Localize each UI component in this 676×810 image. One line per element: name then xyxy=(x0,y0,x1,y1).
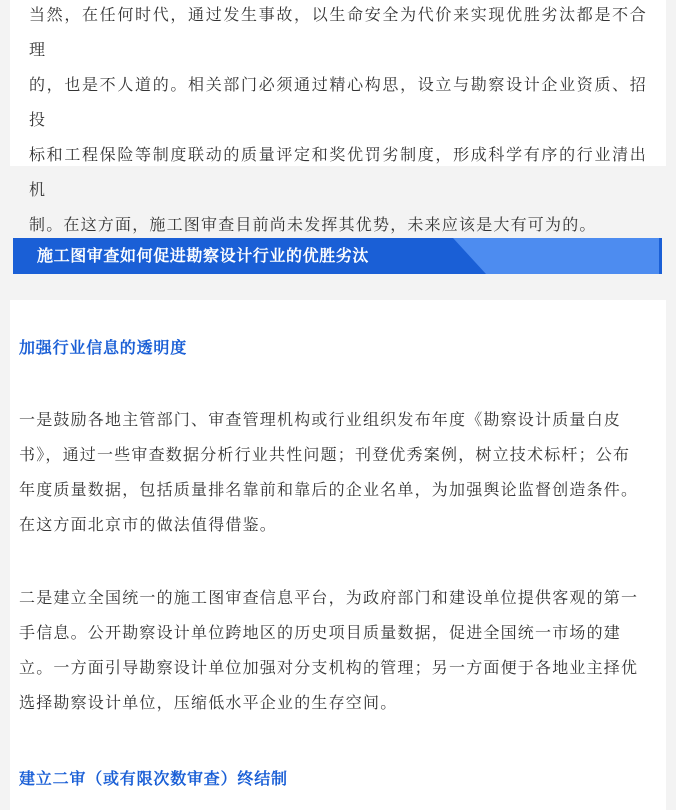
intro-paragraph xyxy=(29,0,647,242)
intro-card xyxy=(10,0,666,234)
section-title: 施工图审查如何促进勘察设计行业的优胜劣汰 xyxy=(37,246,370,265)
body-paragraph xyxy=(19,580,657,720)
text-line: 二是建立全国统一的施工图审查信息平台，为政府部门和建设单位提供客观的第一 xyxy=(19,588,639,607)
text-line: 在这方面北京市的做法值得借鉴。 xyxy=(19,515,278,534)
text-line: 书》，通过一些审查数据分析行业共性问题；刊登优秀案例，树立技术标杆；公布 xyxy=(19,445,631,464)
banner-accent-shape xyxy=(453,238,662,274)
section-banner xyxy=(13,238,662,274)
body-paragraph xyxy=(19,402,657,542)
subsection-heading: 建立二审（或有限次数审查）终结制 xyxy=(19,769,288,788)
text-line: 的，也是不人道的。相关部门必须通过精心构思，设立与勘察设计企业资质、招投 xyxy=(29,75,647,129)
text-line: 选择勘察设计单位，压缩低水平企业的生存空间。 xyxy=(19,693,398,712)
text-line: 立。一方面引导勘察设计单位加强对分支机构的管理；另一方面便于各地业主择优 xyxy=(19,658,639,677)
content-card xyxy=(10,300,666,810)
banner-edge xyxy=(659,238,662,274)
text-line: 制。在这方面，施工图审查目前尚未发挥其优势，未来应该是大有可为的。 xyxy=(29,215,597,234)
text-line: 手信息。公开勘察设计单位跨地区的历史项目质量数据，促进全国统一市场的建 xyxy=(19,623,622,642)
text-line: 当然，在任何时代，通过发生事故，以生命安全为代价来实现优胜劣汰都是不合理 xyxy=(29,5,647,59)
text-line: 标和工程保险等制度联动的质量评定和奖优罚劣制度，形成科学有序的行业清出机 xyxy=(29,145,647,199)
text-line: 一是鼓励各地主管部门、审查管理机构或行业组织发布年度《勘察设计质量白皮 xyxy=(19,410,622,429)
subsection-heading: 加强行业信息的透明度 xyxy=(19,338,188,357)
text-line: 年度质量数据，包括质量排名靠前和靠后的企业名单，为加强舆论监督创造条件。 xyxy=(19,480,639,499)
